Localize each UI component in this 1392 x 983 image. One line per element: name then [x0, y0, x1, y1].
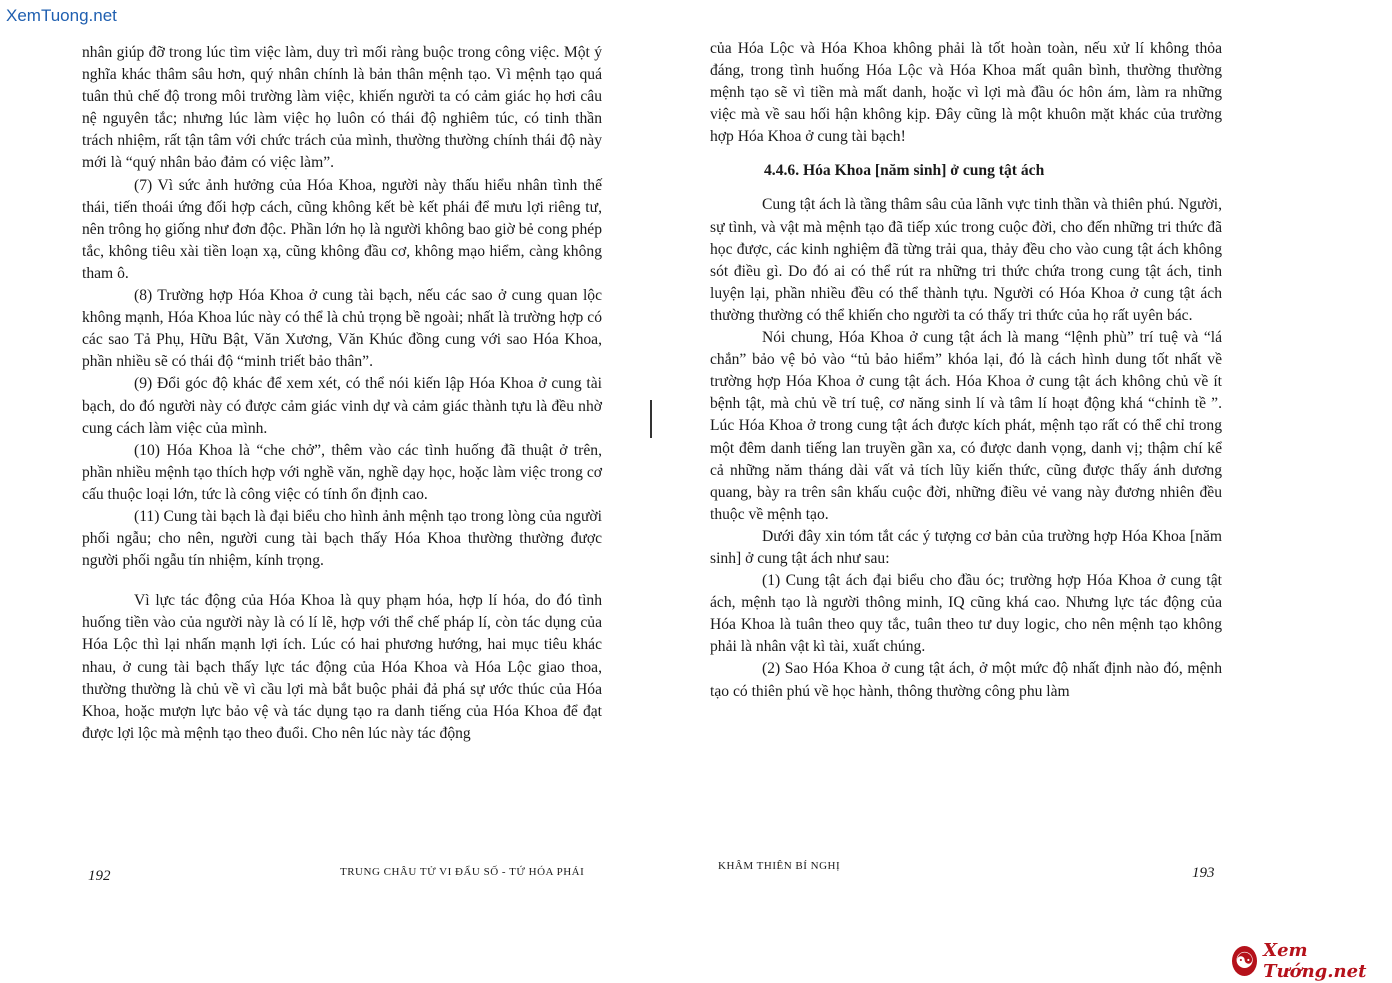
body-paragraph: (1) Cung tật ách đại biểu cho đầu óc; trường hợp Hóa Khoa ở cung tật ách, mệnh tạo là người thông minh, IQ cũng khá cao. Nhưng lực tác động của Hóa Khoa là tuân theo quy tắc, tuân theo tư duy logic, cho nên mệnh tạo không phải là nhân vật kì tài, xuất chúng. [710, 572, 1222, 656]
left-running-header: TRUNG CHÂU TỬ VI ĐẨU SỐ - TỨ HÓA PHÁI [340, 866, 585, 878]
body-paragraph: (10) Hóa Khoa là “che chở”, thêm vào các tình huống đã thuật ở trên, phần nhiều mệnh tạo thích hợp với nghề văn, nghề dạy học, hoặc làm việc trong cơ cấu thuộc loại lớn, tức là công việc có tính ổn định cao. [82, 441, 602, 503]
body-paragraph: (9) Đổi góc độ khác để xem xét, có thể nói kiến lập Hóa Khoa ở cung tài bạch, do đó người này có được cảm giác vinh dự và cảm giác thành tựu là đều nhờ cung cách làm việc của mình. [82, 375, 602, 437]
right-page-body [710, 38, 1222, 703]
gutter-mark [650, 400, 652, 438]
body-paragraph: Dưới đây xin tóm tắt các ý tượng cơ bản của trường hợp Hóa Khoa [năm sinh] ở cung tật ách như sau: [710, 527, 1222, 567]
paragraph-gap [82, 572, 602, 590]
body-paragraph: nhân giúp đỡ trong lúc tìm việc làm, duy trì mối ràng buộc trong công việc. Một ý nghĩa khác thâm sâu hơn, quý nhân chính là bản thân mệnh tạo. Vì mệnh tạo quá tuân thủ chế độ trong môi trường làm việc, khiến người ta có cảm giác họ hơi câu nệ nguyên tắc; nhưng lúc làm việc họ luôn có thái độ nghiêm túc, có tinh thần trách nhiệm, rất tận tâm với chức trách của mình, thường thường chính thái độ này mới là “quý nhân bảo đảm có việc làm”. [82, 44, 602, 172]
body-paragraph: Cung tật ách là tầng thâm sâu của lãnh vực tinh thần và thiên phú. Người, sự tình, và vật mà mệnh tạo đã tiếp xúc trong cuộc đời, cho đến những tri thức đã học được, các kinh nghiệm đã từng trải qua, thảy đều cho vào cung tật ách không sót điều gì. Do đó ai có thể rút ra những tri thức chứa trong cung tật ách, tinh luyện lại, phần nhiều đều có thể thành tựu. Người có Hóa Khoa ở cung tật ách thường thường có thể khiến cho người ta có thấy tri thức của họ rất uyên bác. [710, 196, 1222, 324]
body-paragraph: (2) Sao Hóa Khoa ở cung tật ách, ở một mức độ nhất định nào đó, mệnh tạo có thiên phú về học hành, thông thường công phu làm [710, 660, 1222, 700]
body-paragraph: (7) Vì sức ảnh hưởng của Hóa Khoa, người này thấu hiểu nhân tình thế thái, tiến thoái ứng đối hợp cách, cũng không kết bè kết phái để mưu lợi riêng tư, nên trông họ giống như đơn độc. Phần lớn họ là người không bao giờ bẻ cong phép tắc, không tiêu xài tiền loạn xạ, cũng không đầu cơ, không mạo hiểm, càng không tham ô. [82, 176, 602, 282]
watermark-bottom-logo[interactable] [1232, 940, 1392, 982]
body-paragraph: Nói chung, Hóa Khoa ở cung tật ách là mang “lệnh phù” trí tuệ và “lá chắn” bảo vệ bỏ vào “tủ bảo hiểm” khóa lại, đó là cách hình dung tốt nhất về trường hợp Hóa Khoa ở cung tật ách. Hóa Khoa ở cung tật ách không chủ về ít bệnh tật, mà chủ về trí tuệ, cơ năng sinh lí và tâm lí hoạt động khá “chỉnh tề ”. Lúc Hóa Khoa ở trong cung tật ách được kích phát, mệnh tạo rất có thể chỉ trong một đêm danh tiếng lan truyền gần xa, có được danh vọng, danh vị; thậm chí kể cả những năm tháng dài vất vả tích lũy kiến thức, cũng được thấy ánh dương quang, bày ra trên sân khấu cuộc đời, những điều vẻ vang này đương nhiên đều thuộc về mệnh tạo. [710, 329, 1222, 523]
body-paragraph: của Hóa Lộc và Hóa Khoa không phải là tốt hoàn toàn, nếu xử lí không thỏa đáng, trong tình huống Hóa Lộc và Hóa Khoa mất quân bình, thường thường mệnh tạo sẽ vì tiền mà mất danh, hoặc vì lợi mà đầu óc hôn ám, làm ra những việc mà về sau hối hận không kịp. Đây cũng là một khuôn mặt khác của trường hợp Hóa Khoa ở cung tài bạch! [710, 40, 1222, 146]
right-page-number: 193 [1192, 865, 1215, 881]
yin-yang-icon: ☯ [1232, 946, 1257, 976]
left-page-number: 192 [88, 868, 111, 884]
body-paragraph: (8) Trường hợp Hóa Khoa ở cung tài bạch, nếu các sao ở cung quan lộc không mạnh, Hóa Khoa lúc này có thể là chủ trọng bề ngoài; nhất là trường hợp có các sao Tả Phụ, Hữu Bật, Văn Xương, Văn Khúc đồng cung với sao Hóa Khoa, phần nhiều sẽ có thái độ “minh triết bảo thân”. [82, 287, 602, 371]
watermark-bottom-text: Xem Tướng.net [1263, 940, 1367, 982]
body-paragraph: (11) Cung tài bạch là đại biểu cho hình ảnh mệnh tạo trong lòng của người phối ngẫu; cho nên, người cung tài bạch thấy Hóa Khoa thường thường được người phối ngẫu tín nhiệm, kính trọng. [82, 507, 602, 570]
right-running-header: KHÂM THIÊN BÍ NGHỊ [718, 860, 841, 872]
section-heading: 4.4.6. Hóa Khoa [năm sinh] ở cung tật ách [764, 162, 1045, 180]
left-page-body [82, 42, 602, 745]
body-paragraph: Vì lực tác động của Hóa Khoa là quy phạm hóa, hợp lí hóa, do đó tình huống tiền vào của người này là có lí lẽ, hợp với thể chế pháp lí, còn tác dụng của Hóa Lộc thì lại nhấn mạnh lợi ích. Lúc có hai phương hướng, hai mục tiêu khác nhau, ở cung tài bạch thấy lực tác động của Hóa Khoa và Hóa Lộc giao thoa, thường thường là chủ về vì cầu lợi mà bắt buộc phải đả phá sự ước thúc của Hóa Khoa, hoặc mượn lực bảo vệ và tác dụng tạo ra danh tiếng của Hóa Khoa để đạt được lợi lộc mà mệnh tạo theo đuổi. Cho nên lúc này tác động [82, 592, 602, 742]
watermark-top[interactable]: XemTuong.net [6, 6, 117, 25]
